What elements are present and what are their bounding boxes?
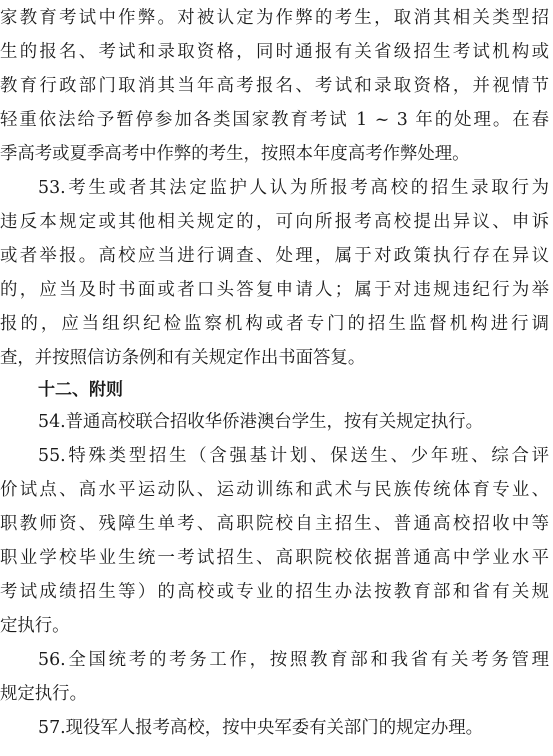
paragraph-54: 54.普通高校联合招收华侨港澳台学生，按有关规定执行。 <box>38 412 484 432</box>
paragraph-55-start: 55.特殊类型招生（含强基计划、保送生、少年班、综合评 <box>38 446 549 466</box>
paragraph-line: 家教育考试中作弊。对被认定为作弊的考生，取消其相关类型招 <box>0 8 549 28</box>
paragraph-line: 轻重依法给予暂停参加各类国家教育考试 1 ~ 3 年的处理。在春 <box>0 110 549 130</box>
paragraph-line: 或者举报。高校应当进行调查、处理，属于对政策执行存在异议 <box>0 246 549 266</box>
paragraph-53-start: 53.考生或者其法定监护人认为所报考高校的招生录取行为 <box>38 178 549 198</box>
paragraph-line: 考试成绩招生等）的高校或专业的招生办法按教育部和省有关规 <box>0 582 549 602</box>
paragraph-line: 定执行。 <box>0 616 70 636</box>
paragraph-line: 报的，应当组织纪检监察机构或者专门的招生监督机构进行调 <box>0 314 549 334</box>
paragraph-line: 查，并按照信访条例和有关规定作出书面答复。 <box>0 348 366 368</box>
paragraph-line: 季高考或夏季高考中作弊的考生，按照本年度高考作弊处理。 <box>0 144 470 164</box>
paragraph-line: 违反本规定或其他相关规定的，可向所报考高校提出异议、申诉 <box>0 212 549 232</box>
paragraph-56-start: 56.全国统考的考务工作，按照教育部和我省有关考务管理 <box>38 650 549 670</box>
paragraph-line: 职教师资、残障生单考、高职院校自主招生、普通高校招收中等 <box>0 514 549 534</box>
paragraph-line: 生的报名、考试和录取资格，同时通报有关省级招生考试机构或 <box>0 42 549 62</box>
paragraph-line: 规定执行。 <box>0 684 87 704</box>
paragraph-57: 57.现役军人报考高校，按中央军委有关部门的规定办理。 <box>38 718 484 738</box>
paragraph-line: 的，应当及时书面或者口头答复申请人；属于对违规违纪行为举 <box>0 280 549 300</box>
section-heading: 十二、附则 <box>38 380 123 400</box>
paragraph-line: 职业学校毕业生统一考试招生、高职院校依据普通高中学业水平 <box>0 548 549 568</box>
paragraph-line: 价试点、高水平运动队、运动训练和武术与民族传统体育专业、 <box>0 480 549 500</box>
paragraph-line: 教育行政部门取消其当年高考报名、考试和录取资格，并视情节 <box>0 76 549 96</box>
